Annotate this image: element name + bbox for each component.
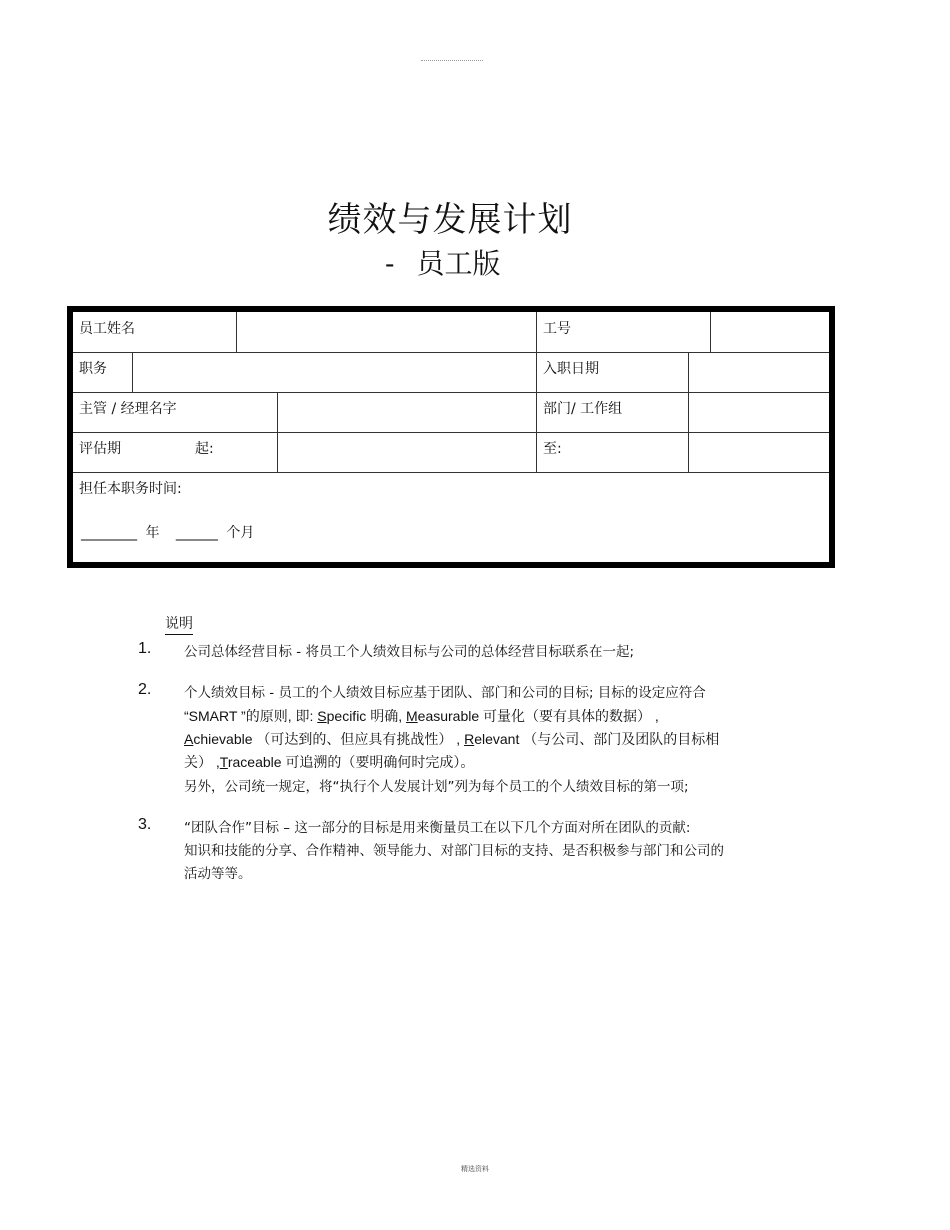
- employee-info-form: [67, 306, 835, 568]
- footer-text: 精选资料: [461, 1165, 489, 1173]
- item3-line1: “团队合作”目标 – 这一部分的目标是用来衡量员工在以下几个方面对所在团队的贡献:: [184, 820, 691, 836]
- form-row-period: [73, 432, 829, 473]
- item3-line2: 知识和技能的分享、合作精神、领导能力、对部门目标的支持、是否积极参与部门和公司的: [184, 843, 724, 859]
- smart-s: S: [317, 708, 327, 724]
- employee-name-label: 员工姓名: [73, 312, 237, 352]
- hire-date-label: 入职日期: [537, 352, 689, 392]
- item2-line4-b: raceable 可追溯的（要明确何时完成）。: [227, 754, 475, 770]
- hire-date-field[interactable]: [689, 352, 829, 392]
- item2-line4: [184, 752, 474, 772]
- form-row-manager: [73, 392, 829, 433]
- item1-number: 1.: [138, 640, 152, 657]
- department-label: 部门/ 工作组: [537, 392, 689, 432]
- position-field[interactable]: [133, 352, 537, 392]
- eval-period-label: 评估期: [79, 441, 121, 457]
- tenure-input-line[interactable]: [81, 522, 254, 542]
- tenure-months-blank[interactable]: ______: [175, 525, 218, 541]
- tenure-months-unit: 个月: [226, 525, 255, 541]
- top-dotted-line: [421, 60, 483, 61]
- item2-line3: [184, 729, 719, 749]
- notes-heading: 说明: [165, 613, 193, 635]
- item1-text: 公司总体经营目标 - 将员工个人绩效目标与公司的总体经营目标联系在一起;: [184, 644, 635, 660]
- page-title: 绩效与发展计划: [327, 200, 573, 240]
- item2-line3-a: chievable （可达到的、但应具有挑战性） ,: [193, 731, 465, 747]
- smart-m: M: [405, 708, 418, 724]
- tenure-years-blank[interactable]: ________: [81, 525, 137, 541]
- subtitle-text: 员工版: [416, 247, 501, 280]
- item3-line3: 活动等等。: [184, 866, 252, 882]
- manager-label: 主管 / 经理名字: [73, 392, 278, 432]
- from-label: 起:: [195, 441, 214, 457]
- period-to-field[interactable]: [689, 432, 829, 472]
- manager-field[interactable]: [278, 392, 537, 432]
- to-label: 至:: [537, 432, 689, 472]
- item2-line2-c: easurable 可量化（要有具体的数据） ,: [417, 708, 659, 724]
- period-from-field[interactable]: [278, 432, 537, 472]
- item2-line2-b: pecific 明确,: [326, 708, 406, 724]
- eval-period-cell: [73, 432, 278, 472]
- item2-line3-b: elevant （与公司、部门及团队的目标相: [474, 731, 720, 747]
- item2-line1: 个人绩效目标 - 员工的个人绩效目标应基于团队、部门和公司的目标; 目标的设定应符合: [184, 685, 706, 701]
- employee-id-field[interactable]: [711, 312, 829, 352]
- tenure-years-unit: 年: [145, 525, 160, 541]
- item2-number: 2.: [138, 681, 152, 698]
- smart-r: R: [464, 731, 475, 747]
- form-row-name: [73, 312, 829, 353]
- item2-line5: 另外，公司统一规定，将“执行个人发展计划”列为每个员工的个人绩效目标的第一项;: [184, 779, 689, 795]
- subtitle-dash: -: [385, 247, 395, 280]
- employee-id-label: 工号: [537, 312, 711, 352]
- position-label: 职务: [73, 352, 133, 392]
- employee-name-field[interactable]: [237, 312, 537, 352]
- page-subtitle: [385, 242, 500, 282]
- form-row-position: [73, 352, 829, 393]
- item2-line2-a: “SMART ”的原则, 即:: [184, 708, 318, 724]
- smart-a: A: [184, 731, 194, 747]
- tenure-label: 担任本职务时间:: [79, 481, 182, 497]
- item2-line4-a: 关） ,: [184, 754, 220, 770]
- item2-line2: [184, 706, 659, 726]
- item3-number: 3.: [138, 816, 152, 833]
- form-row-tenure: [73, 472, 829, 562]
- smart-t: T: [219, 754, 228, 770]
- department-field[interactable]: [689, 392, 829, 432]
